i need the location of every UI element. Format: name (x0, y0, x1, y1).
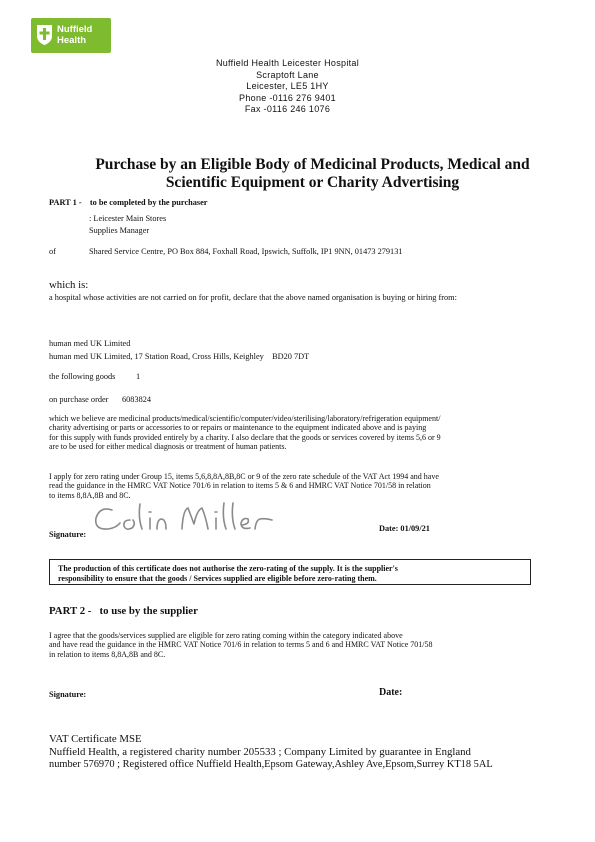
goods-label: the following goods (49, 372, 116, 381)
purchaser-name: : Leicester Main Stores (89, 214, 167, 223)
logo-text-line2: Health (57, 35, 87, 46)
nuffield-health-logo (31, 18, 111, 53)
part2-heading: PART 2 - to use by the supplier (49, 605, 198, 617)
part2-line: and have read the guidance in the HMRC VAT Notice 701/6 in relation to terms 5 and 6 and HMRC VAT Notice 701/58 (49, 640, 433, 650)
title-line1: Purchase by an Eligible Body of Medicinal Products, Medical and (95, 156, 530, 173)
vat-certificate-label: VAT Certificate MSE (49, 733, 142, 745)
handwritten-signature (90, 498, 280, 538)
document-title (40, 156, 585, 192)
para1-line: for this supply with funds provided entirely by a charity. I also declare that the goods or services covered by items 5,6 or 9 (49, 432, 441, 442)
logo-text-line1: Nuffield (57, 24, 93, 35)
title-line2: Scientific Equipment or Charity Advertising (165, 174, 460, 191)
of-label: of (49, 247, 56, 256)
para2-line: read the guidance in the HMRC VAT Notice 701/6 in relation to items 5 & 6 and HMRC VAT Notice 701/58 in relation (49, 481, 431, 491)
po-number: 6083824 (122, 395, 152, 404)
zero-rating-paragraph (49, 472, 439, 500)
part2-line: in relation to items 8,8A,8B and 8C. (49, 649, 166, 659)
notice-line2: responsibility to ensure that the goods / Services supplied are eligible before zero-rating them. (58, 573, 377, 583)
hospital-name: Nuffield Health Leicester Hospital (215, 58, 360, 68)
supplier-name: human med UK Limited (49, 339, 131, 348)
para1-line: charity advertising or parts or accessories to or repairs or maintenance to the equipment indicated above and is paying (49, 423, 427, 433)
notice-box (49, 559, 531, 585)
which-is-label: which is: (49, 279, 89, 291)
notice-line1: The production of this certificate does not authorise the zero-rating of the supply. It is the supplier's (58, 564, 398, 573)
hospital-address-block (150, 58, 425, 116)
hospital-street: Scraptoft Lane (256, 69, 319, 80)
declaration-paragraph (49, 414, 441, 452)
signature-label: Signature: (49, 530, 87, 539)
declaration-text: a hospital whose activities are not carried on for profit, declare that the above named organisation is buying or hiring from: (49, 293, 457, 302)
part2-line: I agree that the goods/services supplied are eligible for zero rating coming within the category indicated above (49, 631, 403, 640)
para1-line: are to be used for either medical diagnosis or treatment of human patients. (49, 442, 287, 452)
part2-signature-label: Signature: (49, 690, 87, 699)
purchaser-address: Shared Service Centre, PO Box 884, Foxhall Road, Ipswich, Suffolk, IP1 9NN, 01473 279131 (89, 247, 403, 256)
supplier-address: human med UK Limited, 17 Station Road, Cross Hills, Keighley BD20 7DT (49, 352, 310, 361)
hospital-city: Leicester, LE5 1HY (246, 81, 329, 91)
part1-heading: PART 1 - to be completed by the purchaser (49, 198, 208, 207)
part2-date-label: Date: (379, 687, 403, 698)
goods-value: 1 (136, 372, 141, 381)
charity-info-line: Nuffield Health, a registered charity number 205533 ; Company Limited by guarantee in England (49, 746, 471, 758)
registered-office-line: number 576970 ; Registered office Nuffield Health,Epsom Gateway,Ashley Ave,Epsom,Surrey KT18 5AL (49, 759, 493, 770)
supplier-agreement-paragraph (49, 631, 433, 659)
date-field: Date: 01/09/21 (379, 524, 430, 533)
purchaser-role: Supplies Manager (89, 226, 150, 235)
hospital-fax: Fax -0116 246 1076 (244, 104, 331, 114)
po-label: on purchase order (49, 395, 109, 404)
hospital-phone: Phone -0116 276 9401 (239, 92, 336, 103)
shield-cross-icon (36, 24, 53, 46)
para1-line: which we believe are medicinal products/medical/scientific/computer/video/sterilising/laboratory/refrigeration equipment/ (49, 414, 441, 423)
para2-line: to items 8,8A,8B and 8C. (49, 490, 131, 500)
para2-line: I apply for zero rating under Group 15, items 5,6,8,8A,8B,8C or 9 of the zero rate schedule of the VAT Act 1994 and have (49, 472, 439, 481)
